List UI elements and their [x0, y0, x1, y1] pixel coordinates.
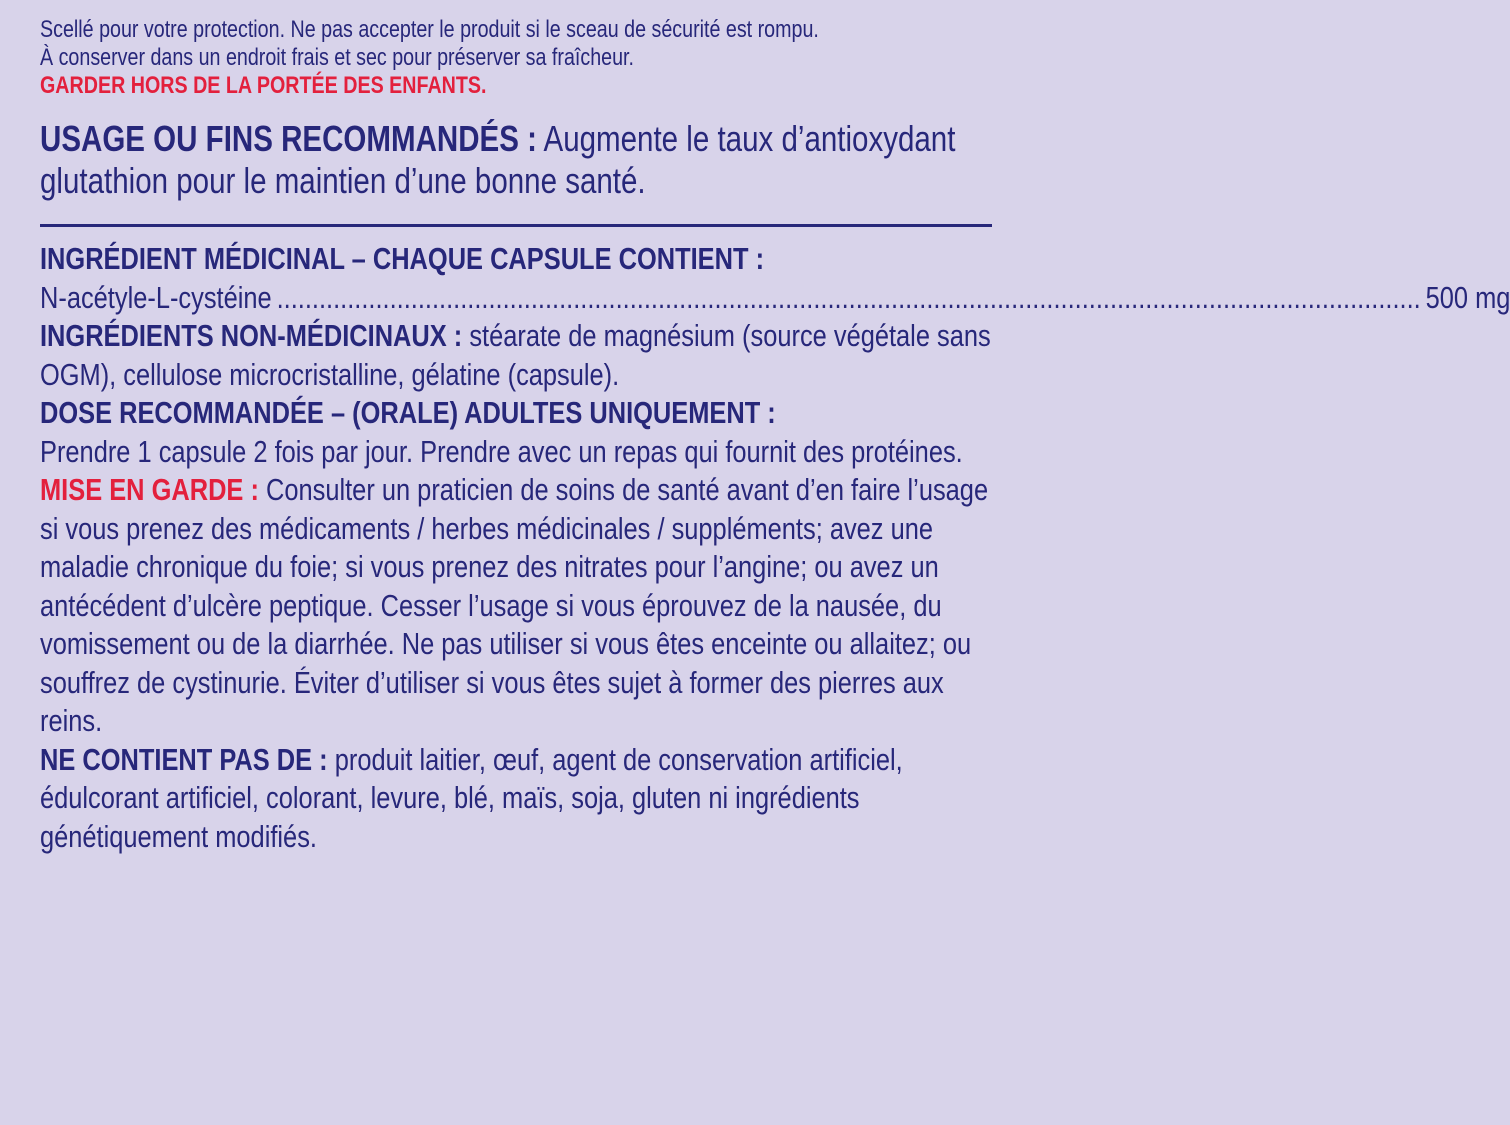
free-from-text: produit laitier, œuf, agent de conservation artificiel, édulcorant artificiel, colorant, levure, blé, maïs, soja, gluten ni ingrédients génétiquement modifiés. [40, 741, 903, 854]
dosage-heading: DOSE RECOMMANDÉE – (ORALE) ADULTES UNIQUEMENT : [40, 395, 776, 430]
non-medicinal-section [40, 317, 991, 394]
caution-text: Consulter un praticien de soins de santé avant d’en faire l’usage si vous prenez des médicaments / herbes médicinales / suppléments; avez une maladie chronique du foie; si vous prenez des nitrates pour l’angine; ou avez un antécédent d’ulcère peptique. Cesser l’usage si vous éprouvez de la nausée, du vomissement ou de la diarrhée. Ne pas utiliser si vous êtes enceinte ou allaitez; ou souffrez de cystinurie. Éviter d’utiliser si vous êtes sujet à former des pierres aux reins. [40, 472, 989, 738]
dosage-text: Prendre 1 capsule 2 fois par jour. Prendre avec un repas qui fournit des protéines. [40, 433, 963, 469]
non-medicinal-text: stéarate de magnésium (source végétale sans OGM), cellulose microcristalline, gélatine (capsule). [40, 318, 991, 392]
caution-section [40, 471, 991, 741]
label-body [40, 240, 1510, 856]
caution-heading: MISE EN GARDE : [40, 472, 259, 507]
usage-text: Augmente le taux d’antioxydant glutathion pour le maintien d’une bonne santé. [40, 118, 956, 201]
ingredient-dose: 500 mg [1425, 279, 1510, 315]
label-header [40, 16, 956, 202]
dot-leader: .................................................................................................................................................................. [276, 279, 1421, 315]
usage-section [40, 118, 991, 202]
usage-heading: USAGE OU FINS RECOMMANDÉS : [40, 118, 537, 159]
free-from-heading: NE CONTIENT PAS DE : [40, 741, 328, 777]
medicinal-section [40, 240, 991, 279]
seal-notice: Scellé pour votre protection. Ne pas accepter le produit si le sceau de sécurité est rompu. [40, 16, 819, 43]
ingredient-line [40, 279, 1510, 318]
ingredient-name: N-acétyle-L-cystéine [40, 279, 272, 315]
children-warning: GARDER HORS DE LA PORTÉE DES ENFANTS. [40, 72, 487, 99]
section-divider [40, 224, 992, 227]
storage-notice: À conserver dans un endroit frais et sec pour préserver sa fraîcheur. [40, 44, 634, 71]
non-medicinal-heading: INGRÉDIENTS NON-MÉDICINAUX : [40, 318, 463, 353]
free-from-section [40, 741, 991, 857]
dosage-section [40, 394, 991, 471]
medicinal-heading: INGRÉDIENT MÉDICINAL – CHAQUE CAPSULE CONTIENT : [40, 241, 765, 276]
